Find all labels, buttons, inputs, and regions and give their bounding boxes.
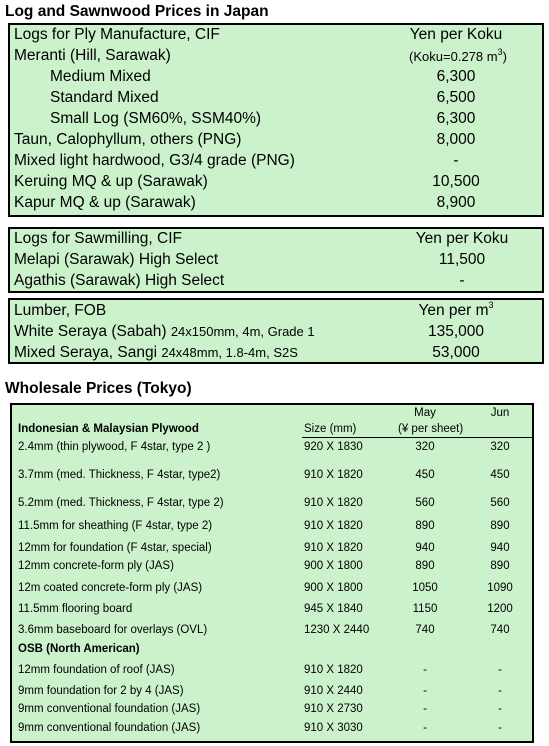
- saw-unit: Yen per Koku: [415, 230, 509, 247]
- section-plywood: Indonesian & Malaysian Plywood: [18, 423, 199, 435]
- ply-row-value: 8,900: [436, 194, 476, 211]
- wholesale-title: Wholesale Prices (Tokyo): [5, 380, 192, 397]
- lumber-row-label: Mixed Seraya, Sangi 24x48mm, 1.8-4m, S2S: [14, 344, 298, 361]
- ply-row-label: Keruing MQ & up (Sarawak): [14, 173, 208, 190]
- ply-row-label: Small Log (SM60%, SSM40%): [50, 110, 262, 127]
- lumber-panel: [8, 298, 544, 364]
- ply-logs-panel: [8, 23, 544, 217]
- saw-row-value: -: [459, 272, 465, 289]
- saw-row-value: 11,500: [438, 251, 486, 268]
- ply-row-value: 8,000: [436, 131, 476, 148]
- ply-row-value: -: [453, 152, 459, 169]
- saw-row-label: Melapi (Sarawak) High Select: [14, 251, 219, 268]
- col-may: May: [414, 407, 436, 419]
- ply-unit: Yen per Koku: [409, 26, 503, 43]
- saw-row-label: Agathis (Sarawak) High Select: [14, 272, 225, 289]
- sawmilling-panel: [8, 227, 544, 293]
- page-title: Log and Sawnwood Prices in Japan: [5, 3, 269, 20]
- lumber-row-label: White Seraya (Sabah) 24x150mm, 4m, Grade 1: [14, 323, 315, 340]
- ply-row-value: 6,500: [436, 89, 476, 106]
- col-jun: Jun: [490, 407, 510, 419]
- koku-note: (Koku=0.278 $m^3$): [409, 47, 507, 64]
- ply-row-label: Kapur MQ & up (Sarawak): [14, 194, 196, 211]
- wholesale-table: May Jun Indonesian & Malaysian Plywood Size (mm) (¥ per sheet) 2.4mm (thin plywood, F 4star, type 2 ) 920 X 1830 320 320 3.7mm (med. Thickness, F 4star, type2) 910 X 1820 450 450 5.2mm (med. Thickness, F 4star, type 2) 910 X 1820 560 560 11.5mm for sheathing (F 4star, type 2) 910 X 1820 890 890 12mm for foundation (F 4star, special) 910 X 1820 940 940 12mm concrete-form ply (JAS) 900 X 1800 890 890 12m coated concrete-form ply (JAS) 900 X 1800 1050 1090 11.5mm flooring board 945 X 1840 1150 1200 3.6mm baseboard for overlays (OVL) 1230 X 2440 740 740 OSB (North American) 12mm foundation of roof (JAS) 910 X 1820 - - 9mm foundation for 2 by 4 (JAS) 910 X 2440 - - 9mm conventional foundation (JAS) 910 X 2730 - - 9mm conventional foundation (JAS) 910 X 3030 - -: [10, 403, 534, 743]
- ply-row-label: Mixed light hardwood, G3/4 grade (PNG): [14, 152, 295, 169]
- ply-row-value: 6,300: [436, 110, 476, 127]
- lumber-header: Lumber, FOB: [14, 302, 107, 319]
- ply-row-value: 6,300: [436, 68, 476, 85]
- size-header: Size (mm): [304, 423, 357, 435]
- ply-row-value: 10,500: [432, 173, 480, 190]
- ply-row-label: Standard Mixed: [50, 89, 159, 106]
- lumber-row-value: 53,000: [432, 344, 480, 361]
- saw-header: Logs for Sawmilling, CIF: [14, 230, 182, 247]
- ply-header: Logs for Ply Manufacture, CIF: [14, 26, 220, 43]
- section-osb: OSB (North American): [18, 643, 140, 655]
- lumber-unit: Yen per $m^3$: [418, 300, 494, 319]
- ply-row-label: Taun, Calophyllum, others (PNG): [14, 131, 242, 148]
- header-underline: [302, 437, 532, 438]
- price-unit: (¥ per sheet): [398, 423, 464, 435]
- meranti-label: Meranti (Hill, Sarawak): [14, 47, 171, 64]
- lumber-row-value: 135,000: [427, 323, 485, 340]
- ply-row-label: Medium Mixed: [50, 68, 151, 85]
